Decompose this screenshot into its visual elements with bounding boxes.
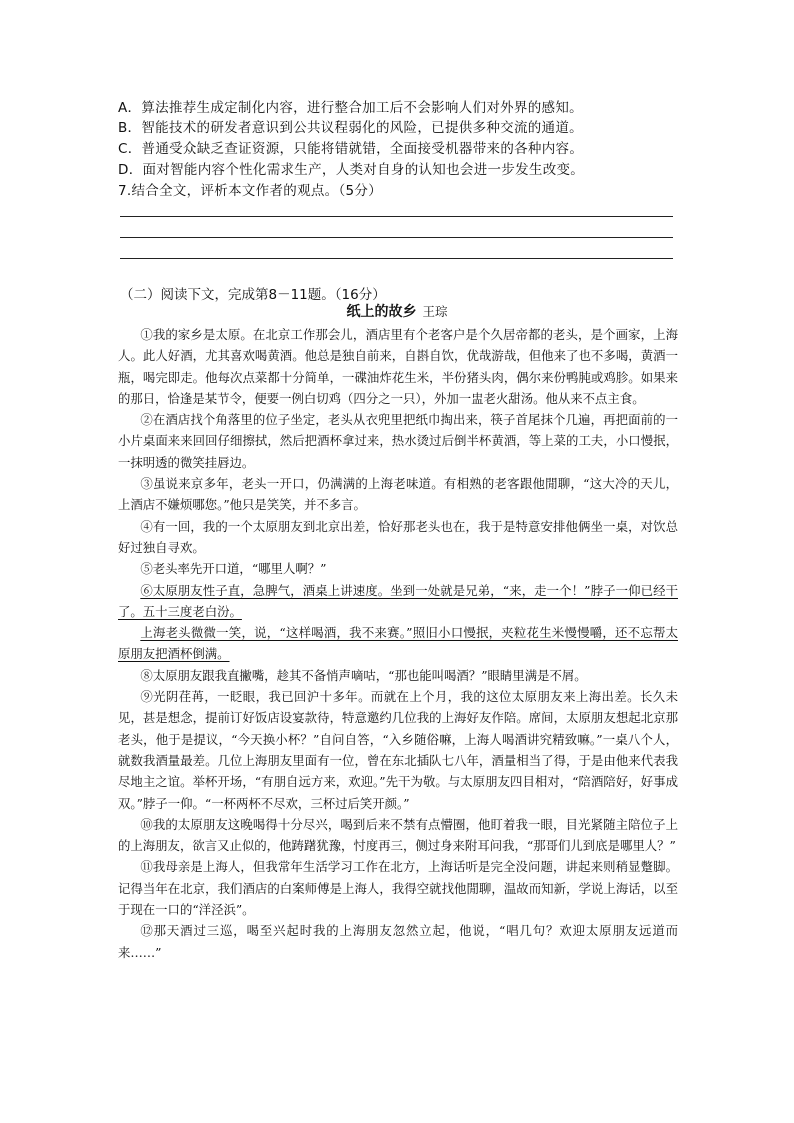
paragraph-3: ③虽说来京多年，老头一开口，仍满满的上海老味道。有相熟的老客跟他閒聊，“这大冷的天儿，上酒店不嫌烦哪您。”他只是笑笑，并不多言。 [118,476,678,513]
question-7: 7.结合全文，评析本文作者的观点。（5分） [118,183,383,199]
paragraph-6-underlined: ⑥太原朋友性子直，急脾气，酒桌上讲速度。坐到一处就是兄弟，“来，走一个！”脖子一仰已经干了。五十三度老白汾。 [118,582,678,619]
option-d: D．面对智能内容个性化需求生产，人类对自身的认知也会进一步发生改变。 [118,162,585,178]
option-a: A．算法推荐生成定制化内容，进行整合加工后不会影响人们对外界的感知。 [118,100,583,116]
paragraph-12: ⑫那天酒过三巡，喝至兴起时我的上海朋友忽然立起，他说，“唱几句？欢迎太原朋友远道而来……” [118,923,678,960]
paragraph-7-underlined: 上海老头微微一笑，说，“这样喝酒，我不来赛。”照旧小口慢抿，夹粒花生米慢慢嚼，还不忘帮太原朋友把酒杯倒满。 [118,625,678,662]
paragraph-6 [118,580,678,623]
section-heading: （二）阅读下文，完成第8－11题。（16分） [120,287,386,303]
paragraph-4: ④有一回，我的一个太原朋友到北京出差，恰好那老头也在，我于是特意安排他俩坐一桌，对饮总好过独自寻欢。 [118,518,678,555]
answer-line-2[interactable] [120,237,673,238]
article-author: 王琮 [422,304,448,319]
paragraph-1: ①我的家乡是太原。在北京工作那会儿，酒店里有个老客户是个久居帝都的老头，是个画家，上海人。此人好酒，尤其喜欢喝黄酒。他总是独自前来，自斟自饮，优哉游哉，但他来了也不多喝，黄酒一瓶，喝完即走。他每次点菜都十分简单，一碟油炸花生米，半份猪头肉，偶尔来份鸭肫或鸡胗。如果来的那日，恰逢是某节令，便要一例白切鸡（四分之一只），外加一盅老火甜汤。他从来不点主食。 [118,327,678,406]
article-title-line [0,302,794,322]
option-c: C．普通受众缺乏查证资源，只能将错就错，全面接受机器带来的各种内容。 [118,141,584,157]
answer-line-1[interactable] [120,216,673,217]
paragraph-5: ⑤老头率先开口道，“哪里人啊？” [140,561,327,577]
paragraph-10: ⑩我的太原朋友这晚喝得十分尽兴，喝到后来不禁有点懵圈，他盯着我一眼，目光紧随主陪位子上的上海朋友，欲言又止似的，他踌躇犹豫，忖度再三，侧过身来附耳问我，“那哥们儿到底是哪里人？” [118,816,678,854]
article-title: 纸上的故乡 [346,304,417,320]
paragraph-9: ⑨光阴荏苒，一眨眼，我已回沪十多年。而就在上个月，我的这位太原朋友来上海出差。长久未见，甚是想念，提前订好饭店设宴款待，特意邀约几位我的上海好友作陪。席间，太原朋友想起北京那老头，他于是提议，“今天换小杯？”自问自答，“入乡随俗嘛，上海人喝酒讲究精致嘛。”一桌八个人，就数我酒量最差。几位上海朋友里面有一位，曾在东北插队七八年，酒量相当了得，于是由他来代表我尽地主之谊。举杯开场，“有朋自远方来，欢迎。”先干为敬。与太原朋友四目相对，“陪酒陪好，好事成双。”脖子一仰。“一杯两杯不尽欢，三杯过后笑开颜。” [118,689,678,811]
option-b: B．智能技术的研发者意识到公共议程弱化的风险，已提供多种交流的通道。 [118,120,583,136]
paragraph-8: ⑧太原朋友跟我直撇嘴，趁其不备悄声嘀咕，“那也能叫喝酒？”眼睛里满是不屑。 [140,667,587,683]
paragraph-7 [118,622,678,665]
paragraph-2: ②在酒店找个角落里的位子坐定，老头从衣兜里把纸巾掏出来，筷子首尾抹个几遍，再把面前的一小片桌面来来回回仔细擦拭，然后把酒杯拿过来，热水烫过后倒半杯黄酒，等上菜的工夫，小口慢抿，一抹明透的微笑挂唇边。 [118,412,678,470]
answer-line-3[interactable] [120,258,673,259]
paragraph-11: ⑪我母亲是上海人，但我常年生活学习工作在北方，上海话听是完全没问题，讲起来则稍显蹩脚。记得当年在北京，我们酒店的白案师傅是上海人，我得空就找他閒聊，温故而知新，学说上海话，以至于现在一口的“洋泾浜”。 [118,859,678,918]
article-body [118,324,678,963]
